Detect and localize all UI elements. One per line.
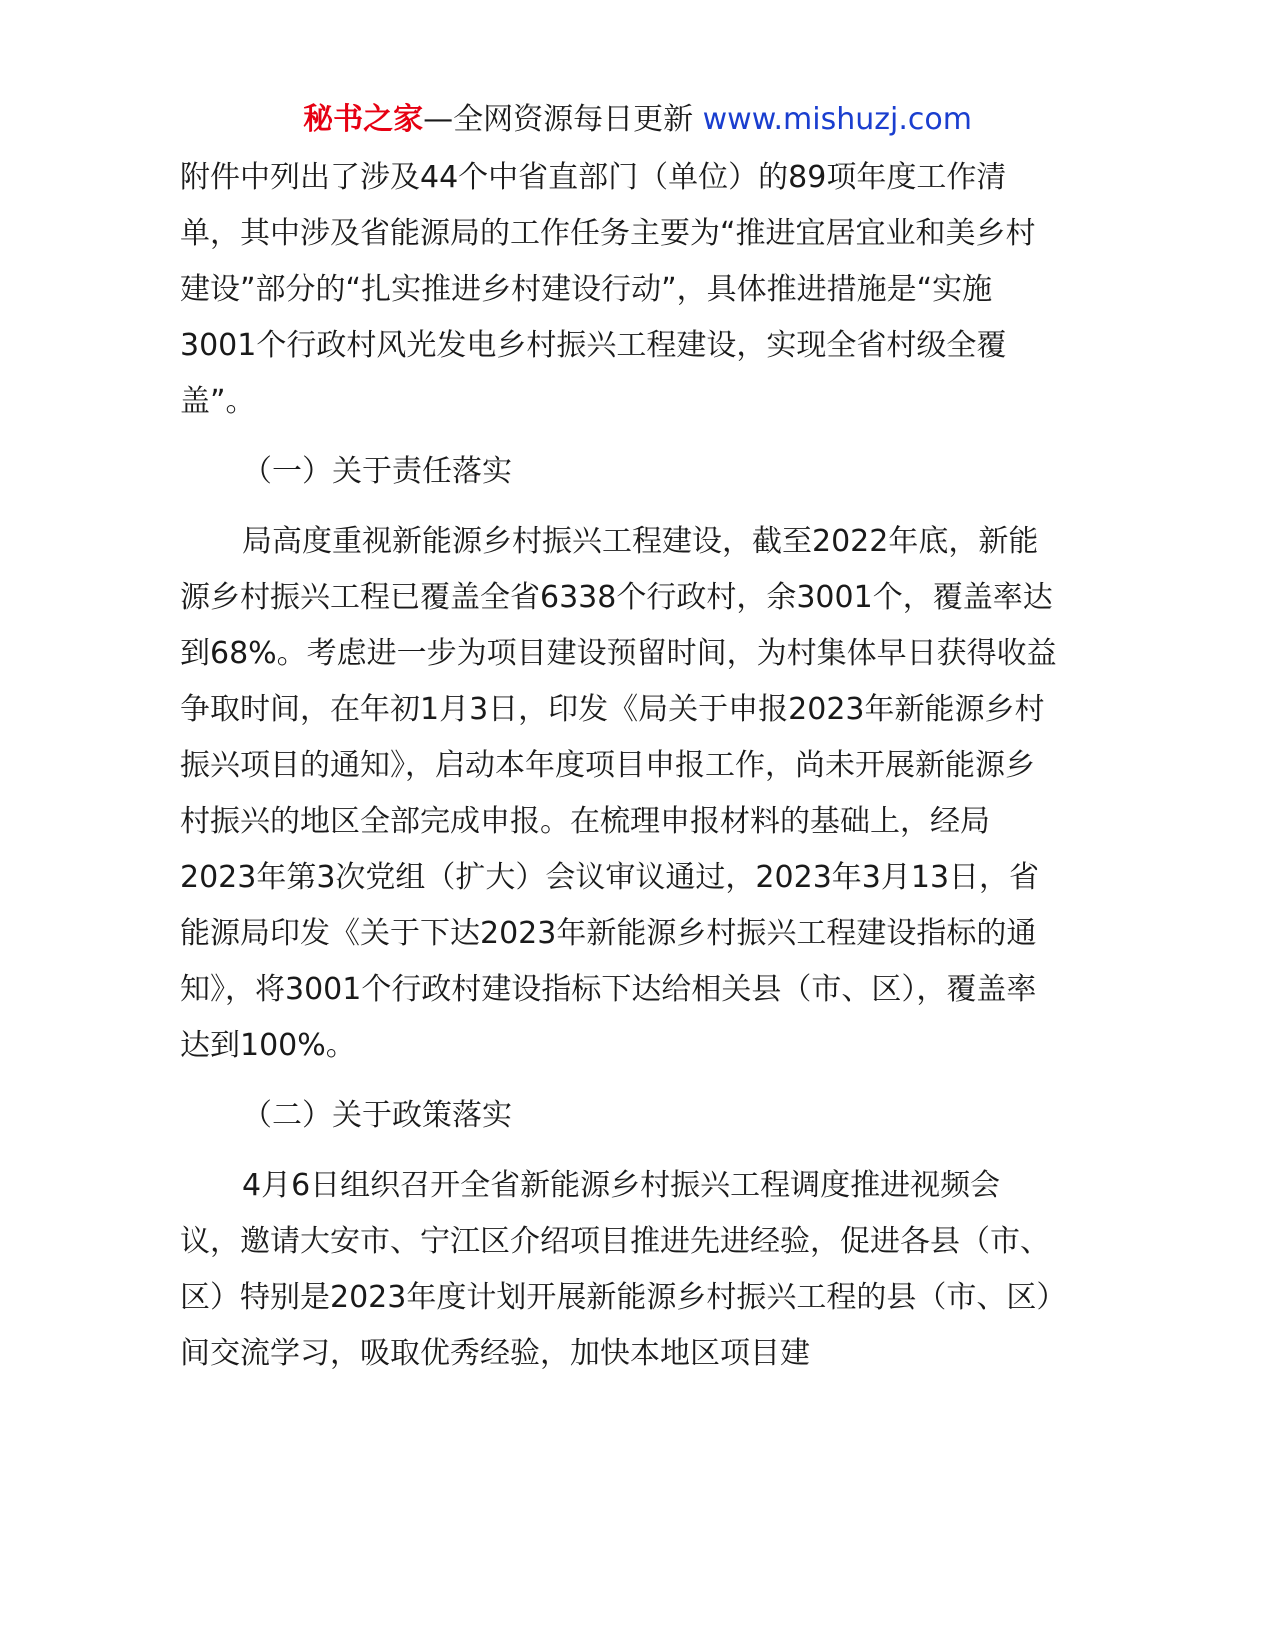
header-tagline: —全网资源每日更新 [423, 102, 703, 137]
header-url-link[interactable]: www.mishuzj.com [702, 102, 972, 137]
document-body [180, 150, 1060, 1396]
page-header [0, 100, 1275, 140]
paragraph-policy: 4月6日组织召开全省新能源乡村振兴工程调度推进视频会议，邀请大安市、宁江区介绍项目推进先进经验，促进各县（市、区）特别是2023年度计划开展新能源乡村振兴工程的县（市、区）间交流学习，吸取优秀经验，加快本地区项目建 [180, 1168, 1052, 1371]
paragraph-responsibility: 局高度重视新能源乡村振兴工程建设，截至2022年底，新能源乡村振兴工程已覆盖全省6338个行政村，余3001个，覆盖率达到68%。考虑进一步为项目建设预留时间，为村集体早日获得收益争取时间，在年初1月3日，印发《局关于申报2023年新能源乡村振兴项目的通知》，启动本年度项目申报工作，尚未开展新能源乡村振兴的地区全部完成申报。在梳理申报材料的基础上，经局2023年第3次党组（扩大）会议审议通过，2023年3月13日，省能源局印发《关于下达2023年新能源乡村振兴工程建设指标的通知》，将3001个行政村建设指标下达给相关县（市、区），覆盖率达到100%。 [180, 524, 1057, 1063]
header-brand: 秘书之家 [303, 102, 424, 137]
section-heading-responsibility: （一）关于责任落实 [242, 454, 512, 489]
paragraph-continuation: 附件中列出了涉及44个中省直部门（单位）的89项年度工作清单，其中涉及省能源局的工作任务主要为“推进宜居宜业和美乡村建设”部分的“扎实推进乡村建设行动”，具体推进措施是“实施3001个行政村风光发电乡村振兴工程建设，实现全省村级全覆盖”。 [180, 160, 1036, 419]
section-heading-policy: （二）关于政策落实 [242, 1098, 512, 1133]
